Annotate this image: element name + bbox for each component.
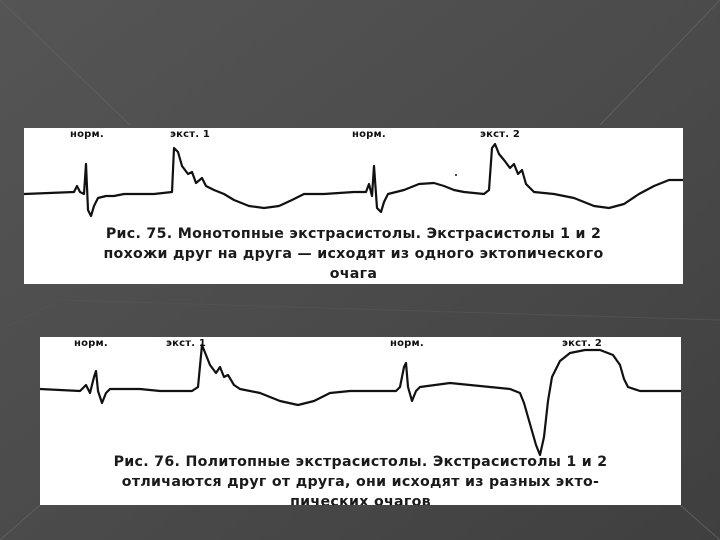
trace-label-extrasystole-1: экст. 1 bbox=[166, 338, 207, 349]
trace-label-extrasystole-2: экст. 2 bbox=[480, 129, 521, 140]
figure-number: Рис. 76. bbox=[113, 454, 181, 470]
figure-76-card bbox=[40, 337, 681, 505]
caption-text: Политопные экстрасистолы. Экстрасистолы 1 и 2 bbox=[185, 454, 608, 470]
caption-line-1 bbox=[40, 452, 681, 472]
figure-number: Рис. 75. bbox=[105, 226, 173, 242]
caption-line-2: отличаются друг от друга, они исходят из разных экто- bbox=[121, 474, 600, 490]
trace-label-extrasystole-2: экст. 2 bbox=[562, 338, 603, 349]
trace-label-normal-2: норм. bbox=[352, 129, 386, 140]
caption-line-2: похожи друг на друга — исходят из одного эктопического bbox=[103, 246, 604, 262]
caption-text: Монотопные экстрасистолы. Экстрасистолы 1 и 2 bbox=[177, 226, 602, 242]
ecg-trace-figure-76 bbox=[40, 337, 681, 457]
figure-75-card bbox=[24, 128, 683, 284]
trace-label-normal-1: норм. bbox=[74, 338, 108, 349]
figure-76-caption bbox=[40, 452, 681, 505]
trace-label-normal-2: норм. bbox=[390, 338, 424, 349]
caption-line-3: пических очагов bbox=[290, 494, 431, 505]
trace-label-normal-1: норм. bbox=[70, 129, 104, 140]
caption-line-3: очага bbox=[329, 266, 378, 282]
trace-label-extrasystole-1: экст. 1 bbox=[170, 129, 211, 140]
figure-75-caption bbox=[24, 224, 683, 284]
caption-line-1 bbox=[24, 224, 683, 244]
ecg-trace-figure-75 bbox=[24, 128, 683, 228]
